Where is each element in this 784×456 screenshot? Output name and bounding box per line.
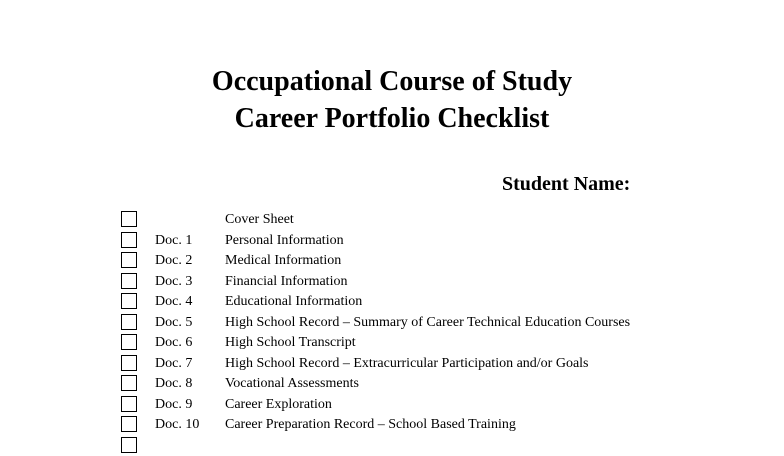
checklist-item — [0, 292, 784, 313]
checkbox[interactable] — [121, 252, 137, 268]
checklist-item — [0, 251, 784, 272]
doc-number: Doc. 2 — [155, 251, 192, 271]
checkbox[interactable] — [121, 416, 137, 432]
checkbox[interactable] — [121, 273, 137, 289]
doc-number: Doc. 6 — [155, 333, 192, 353]
student-name-label: Student Name: — [502, 172, 630, 196]
checkbox[interactable] — [121, 355, 137, 371]
doc-number: Doc. 10 — [155, 415, 199, 435]
doc-number: Doc. 8 — [155, 374, 192, 394]
item-label: Financial Information — [225, 272, 347, 292]
doc-number: Doc. 5 — [155, 313, 192, 333]
item-label: Career Preparation Record – School Based Training — [225, 415, 516, 435]
item-label: Medical Information — [225, 251, 341, 271]
checklist-item — [0, 210, 784, 231]
checkbox[interactable] — [121, 375, 137, 391]
checklist-item — [0, 354, 784, 375]
checkbox[interactable] — [121, 334, 137, 350]
item-label: Personal Information — [225, 231, 344, 251]
item-label: Educational Information — [225, 292, 362, 312]
doc-number: Doc. 4 — [155, 292, 192, 312]
checkbox[interactable] — [121, 437, 137, 453]
doc-number: Doc. 3 — [155, 272, 192, 292]
checklist-item — [0, 374, 784, 395]
item-label: Vocational Assessments — [225, 374, 359, 394]
doc-number: Doc. 7 — [155, 354, 192, 374]
checklist-item — [0, 436, 784, 456]
checklist-item — [0, 272, 784, 293]
item-label: High School Transcript — [225, 333, 356, 353]
item-label: Career Exploration — [225, 395, 332, 415]
checkbox[interactable] — [121, 396, 137, 412]
document-title: Occupational Course of Study — [0, 65, 784, 99]
document-subtitle: Career Portfolio Checklist — [0, 102, 784, 136]
item-label: High School Record – Summary of Career Technical Education Courses — [225, 313, 630, 333]
checklist-item — [0, 395, 784, 416]
doc-number: Doc. 9 — [155, 395, 192, 415]
checklist-item — [0, 313, 784, 334]
portfolio-checklist — [0, 210, 784, 456]
doc-number: Doc. 1 — [155, 231, 192, 251]
checklist-item — [0, 231, 784, 252]
checklist-item — [0, 415, 784, 436]
item-label: High School Record – Extracurricular Participation and/or Goals — [225, 354, 589, 374]
checkbox[interactable] — [121, 232, 137, 248]
checkbox[interactable] — [121, 293, 137, 309]
checklist-item — [0, 333, 784, 354]
item-label: Cover Sheet — [225, 210, 294, 230]
checkbox[interactable] — [121, 211, 137, 227]
checkbox[interactable] — [121, 314, 137, 330]
